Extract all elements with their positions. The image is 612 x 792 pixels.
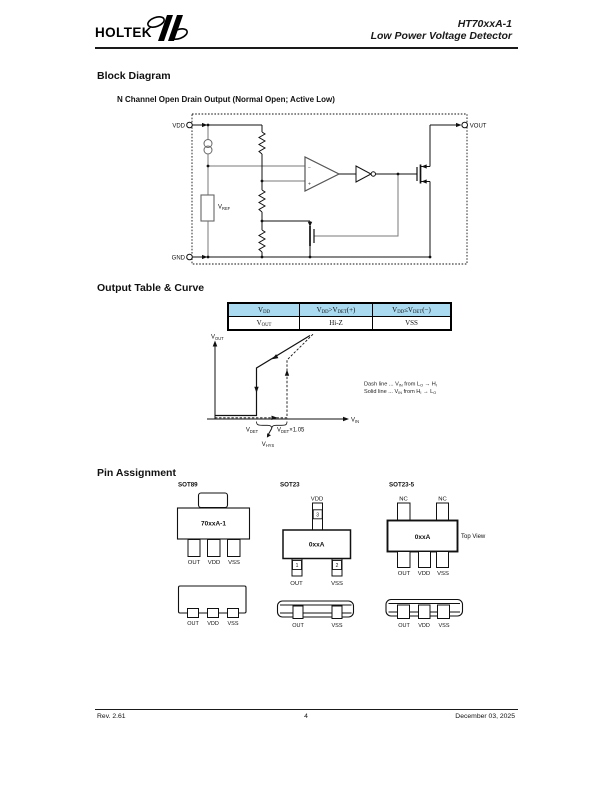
- sot23-5-pin-out: OUT: [397, 571, 411, 577]
- doc-title: HT70xxA-1: [457, 18, 512, 30]
- sot89-pin-vdd: VDD: [207, 560, 221, 566]
- output-table-value-row: [228, 317, 451, 331]
- sot23-5-pin-vss: VSS: [437, 571, 449, 577]
- sot89-name: SOT89: [178, 481, 198, 489]
- sot23-5-chip-label: 0xxA: [414, 534, 431, 541]
- sot23-pin-vss: VSS: [331, 581, 343, 587]
- inverter-icon: [356, 166, 371, 182]
- sot89-bottom-vss: VSS: [227, 621, 239, 627]
- resistor-1: [259, 132, 265, 154]
- sot89-bottom-vdd: VDD: [207, 621, 219, 627]
- vdd-label: VDD: [172, 123, 185, 130]
- th-vdd-gt-vdet: VDD>VDET(+): [300, 303, 373, 317]
- sot23-pin1-number: 1: [295, 563, 299, 570]
- pin-assignment-drawings: [90, 474, 520, 640]
- td-vss: VSS: [373, 317, 452, 331]
- document-title-block: [371, 18, 512, 42]
- sot23-5-bottom-vdd: VDD: [418, 623, 430, 629]
- footer-revision: Rev. 2.61: [97, 713, 126, 720]
- sot89-pin-out: OUT: [187, 560, 201, 566]
- footer-rule: [95, 709, 518, 710]
- sot23-5-bottom-out: OUT: [398, 623, 410, 629]
- dashed-curve: [215, 334, 313, 418]
- package-sot89-bottom: [179, 586, 247, 627]
- sot23-5-nc-right: NC: [438, 496, 447, 503]
- sot89-tab: [199, 493, 228, 508]
- sot89-chip-label: 70xxA-1: [201, 520, 226, 528]
- td-vout: VOUT: [228, 317, 300, 331]
- package-sot89: [178, 482, 250, 567]
- output-table-header-row: [228, 303, 451, 317]
- th-vdd: VDD: [228, 303, 300, 317]
- sot89-pin-vss: VSS: [228, 560, 240, 566]
- sot23-5-bottom-vss: VSS: [438, 623, 450, 629]
- holtek-wordmark: HOLTEK: [95, 25, 152, 40]
- block-diagram: [168, 108, 498, 270]
- diagram-border: [192, 114, 467, 264]
- vout-terminal: [462, 122, 468, 128]
- package-sot23-5: [388, 482, 486, 578]
- package-sot23-bottom: [278, 601, 354, 629]
- th-vdd-le-vdet: VDD≤VDET(−): [373, 303, 452, 317]
- sot23-pin2-number: 2: [335, 563, 339, 570]
- heading-pin-assignment: Pin Assignment: [97, 467, 176, 479]
- curve-x-label: $V_{IN}$: [351, 417, 360, 424]
- gnd-label: GND: [171, 255, 185, 262]
- sot23-bottom-out: OUT: [292, 623, 304, 629]
- header-rule: [95, 47, 518, 49]
- vout-label: VOUT: [469, 123, 487, 130]
- note-dash-line: Dash line ... $V_{IN}$ from $L_O \to H_I$: [364, 381, 437, 388]
- holtek-logo-mark: [147, 14, 189, 42]
- sot23-5-pin-vdd: VDD: [417, 571, 431, 577]
- sot23-chip-label: 0xxA: [308, 541, 325, 549]
- package-sot23: [280, 482, 351, 588]
- curve-y-label: $V_{OUT}$: [211, 334, 224, 341]
- sot23-pin-out: OUT: [290, 581, 303, 587]
- sot23-5-name: SOT23-5: [389, 481, 415, 489]
- vhys-label: $V_{HYS}$: [261, 441, 275, 449]
- vdet-label: $V_{DET}$: [245, 427, 259, 434]
- package-sot23-5-bottom: [386, 600, 463, 630]
- sot23-pin3-number: 3: [316, 512, 320, 519]
- note-solid-line: Solid line ... $V_{IN}$ from $H_I \to L_O$: [364, 388, 437, 396]
- sot89-bottom-out: OUT: [187, 621, 199, 627]
- vref-block: [201, 195, 214, 221]
- subheading-block-diagram: N Channel Open Drain Output (Normal Open; Active Low): [117, 95, 335, 104]
- vdet-105-label: $V_{DET}\times 1.05$: [277, 427, 305, 434]
- vdd-terminal: [187, 122, 193, 128]
- resistor-3: [259, 230, 265, 252]
- heading-output-table-curve: Output Table & Curve: [97, 282, 205, 294]
- gnd-terminal: [187, 254, 193, 260]
- sot23-bottom-vss: VSS: [331, 623, 343, 629]
- comparator-plus: +: [308, 181, 311, 188]
- hysteresis-brace: [257, 422, 288, 429]
- footer-page-number: 4: [304, 713, 308, 720]
- sot23-5-nc-left: NC: [399, 496, 408, 503]
- resistor-2: [259, 190, 265, 212]
- doc-subtitle: Low Power Voltage Detector: [370, 30, 512, 42]
- footer-date: December 03, 2025: [455, 713, 515, 720]
- vref-label: $V_{REF}$: [218, 204, 231, 211]
- output-table: [227, 302, 452, 331]
- solid-curve: [215, 336, 310, 416]
- td-hiz: Hi-Z: [300, 317, 373, 331]
- heading-block-diagram: Block Diagram: [97, 70, 171, 82]
- sot23-5-top-view-label: Top View: [461, 534, 486, 540]
- output-curve: [190, 332, 520, 452]
- comparator-minus: −: [308, 164, 311, 171]
- sot23-name: SOT23: [280, 481, 300, 489]
- sot23-pin-vdd-label: VDD: [310, 496, 324, 503]
